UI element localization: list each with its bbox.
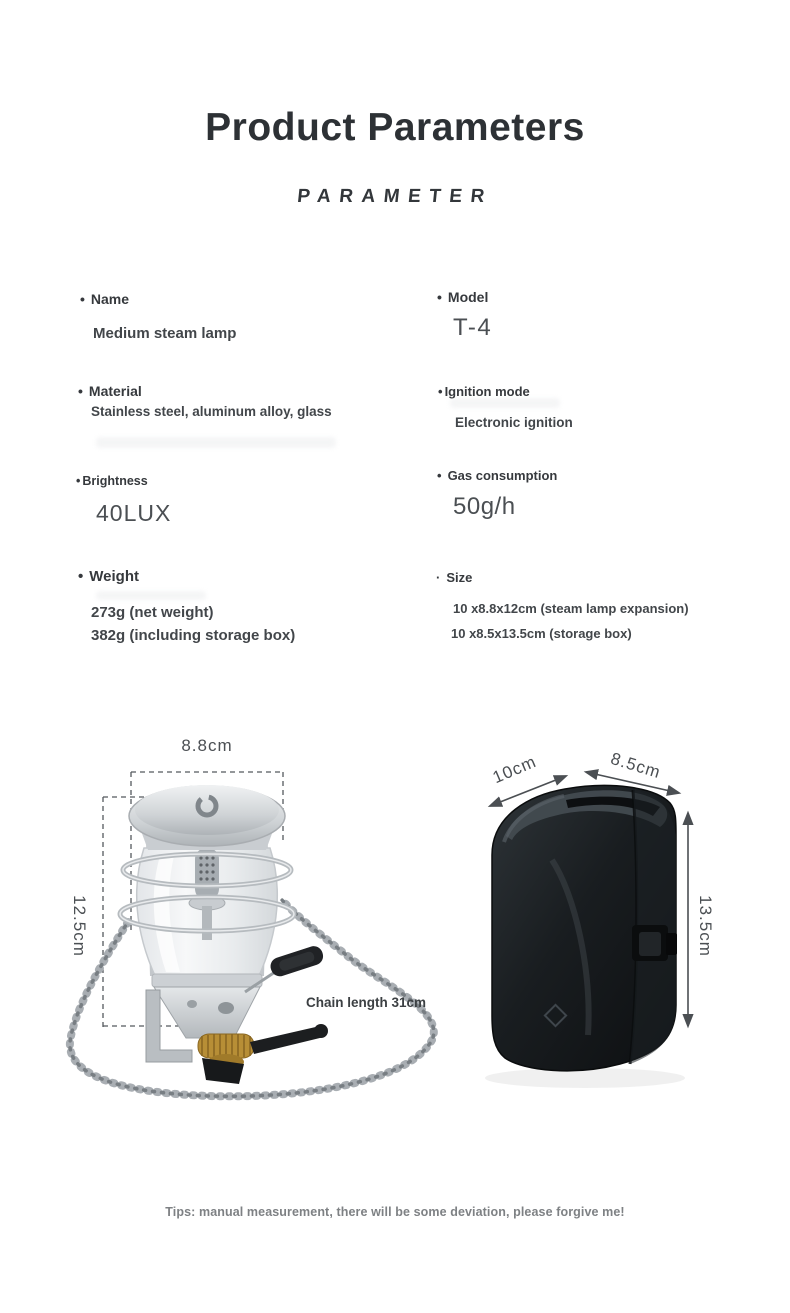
lamp-cone-hole [187, 1000, 197, 1008]
spec-label [437, 468, 557, 483]
box-latch-button [639, 932, 661, 956]
box-height-label: 13.5cm [696, 895, 715, 957]
spec-item-gas-consumption [437, 468, 557, 521]
spec-label-text: Brightness [82, 474, 148, 488]
bullet-icon: • [78, 568, 84, 585]
spec-value: Electronic ignition [455, 415, 573, 430]
spec-label-text: Ignition mode [444, 384, 530, 399]
lamp-center-rod [202, 906, 212, 940]
spec-value: 10 x8.5x13.5cm (storage box) [451, 626, 632, 641]
spec-item-material [78, 383, 332, 419]
bullet-icon: • [437, 289, 442, 305]
spec-value: 40LUX [96, 500, 172, 526]
spec-item-name [80, 291, 236, 342]
tips-note: Tips: manual measurement, there will be some deviation, please forgive me! [165, 1205, 625, 1219]
spec-item-brightness [76, 474, 171, 527]
spec-label [78, 383, 332, 399]
spec-item-weight [78, 568, 295, 647]
spec-label-text: Weight [89, 568, 139, 585]
lamp-fold-handle-tip [314, 1024, 328, 1038]
spec-value: 50g/h [453, 493, 516, 520]
spec-label [80, 291, 236, 307]
spec-label-text: Size [446, 570, 473, 585]
page-subtitle: PARAMETER [296, 186, 494, 207]
bullet-icon: · [436, 570, 441, 585]
lamp-width-label: 8.8cm [181, 736, 233, 755]
spec-item-size [436, 570, 689, 641]
steam-lamp-figure [40, 690, 460, 1160]
bullet-icon: • [438, 384, 443, 399]
spec-value: 273g (net weight) [91, 604, 214, 621]
bullet-icon: • [76, 474, 81, 488]
spec-value: 382g (including storage box) [91, 627, 296, 644]
spec-item-model [437, 289, 492, 342]
spec-label [78, 568, 295, 585]
spec-label-text: Material [88, 383, 142, 399]
bullet-icon: • [80, 291, 85, 307]
lamp-globe-ring [152, 974, 262, 987]
box-latch-tab [666, 933, 677, 955]
spec-label [436, 570, 689, 585]
spec-label [76, 474, 171, 488]
bullet-icon: • [437, 468, 442, 483]
spec-label [438, 384, 573, 399]
spec-value: 10 x8.8x12cm (steam lamp expansion) [453, 601, 689, 616]
bullet-icon: • [78, 383, 83, 399]
box-width-label: 8.5cm [608, 748, 664, 783]
lamp-height-label: 12.5cm [70, 895, 89, 957]
spec-label-text: Name [90, 291, 130, 307]
chain-length-label: Chain length 31cm [306, 995, 427, 1010]
spec-label [437, 289, 492, 305]
spec-value: Medium steam lamp [93, 325, 237, 342]
lamp-base-cone [154, 987, 260, 1038]
spec-value: T-4 [453, 314, 493, 341]
spec-label-text: Gas consumption [447, 468, 558, 483]
lamp-cone-hole [218, 1002, 234, 1014]
spec-label-text: Model [447, 289, 489, 305]
lamp-cap-top [135, 785, 279, 835]
spec-item-ignition-mode [438, 384, 573, 430]
box-shadow [485, 1068, 685, 1088]
ghost-smudge [96, 437, 336, 448]
lamp-fold-handle [250, 1026, 324, 1054]
lamp-piezo-paddle [268, 944, 325, 979]
steam-lamp-image [40, 690, 460, 1160]
spec-value: Stainless steel, aluminum alloy, glass [91, 404, 332, 419]
box-depth-label: 10cm [489, 751, 540, 788]
page-title: Product Parameters [205, 106, 585, 149]
